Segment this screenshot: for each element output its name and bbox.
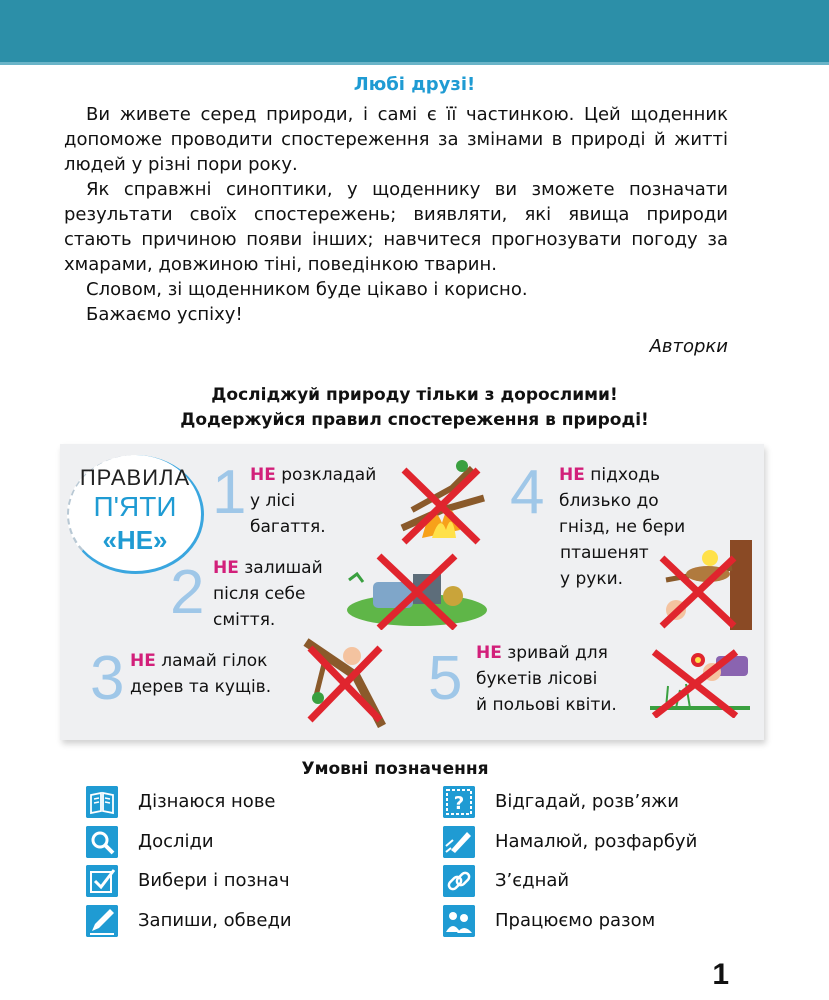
rule-line: багаття.	[250, 517, 326, 537]
rules-badge	[67, 455, 204, 574]
ne-label: НЕ	[213, 558, 239, 578]
rule-number: 1	[212, 458, 247, 527]
intro-paragraph: Ви живете серед природи, і самі є її частинкою. Цей щоденник допоможе проводити спостереження за змінами в природі й житті людей у різні пори року.	[64, 104, 728, 175]
magnifier-icon	[86, 826, 118, 858]
checkbox-icon	[86, 865, 118, 897]
intro-paragraph: Як справжні синоптики, у щоденнику ви зможете позначати результати своїх спостережень; виявляти, які явища природи стають причиною появи інших; навчитеся прогнозувати погоду за хмарами, довжиною тіні, поведінкою тварин.	[64, 179, 728, 275]
ne-label: НЕ	[130, 651, 156, 671]
rule-text	[476, 640, 617, 718]
rule-line: ламай гілок	[155, 651, 268, 671]
rule-text	[130, 648, 271, 700]
safety-warning	[0, 383, 829, 433]
rule-line: у лісі	[250, 491, 296, 511]
badge-line: П'ЯТИ	[93, 491, 177, 522]
legend-label: Дізнаюся нове	[138, 791, 276, 812]
campfire-illustration	[392, 458, 490, 550]
brush-icon	[443, 826, 475, 858]
legend-label: З’єднай	[495, 870, 570, 891]
rule-line: дерев та кущів.	[130, 677, 272, 697]
litter-illustration	[343, 552, 491, 630]
nest-illustration	[656, 540, 756, 630]
rule-number: 3	[90, 644, 125, 713]
rule-line: пташенят	[560, 543, 649, 563]
warning-line: Досліджуй природу тільки з дорослими!	[211, 385, 618, 405]
warning-line: Додержуйся правил спостереження в природі!	[180, 410, 649, 430]
branch-illustration	[296, 636, 392, 728]
rule-number: 5	[428, 644, 463, 713]
authors-signature: Авторки	[649, 336, 728, 357]
rule-line: сміття.	[213, 610, 276, 630]
rule-number: 4	[510, 458, 545, 527]
svg-text:?: ?	[453, 793, 465, 814]
badge-line: «НЕ»	[102, 525, 168, 555]
question-icon	[443, 786, 475, 818]
rule-line: підходь	[584, 465, 661, 485]
flowers-illustration	[646, 646, 754, 718]
page-number: 1	[712, 958, 729, 991]
badge-line: ПРАВИЛА	[79, 465, 191, 490]
intro-text	[64, 102, 728, 327]
rule-line: зривай для	[501, 643, 608, 663]
legend-label: Вибери і познач	[138, 870, 290, 891]
rule-line: у руки.	[560, 569, 624, 589]
legend-label: Відгадай, розв’яжи	[495, 791, 679, 812]
rule-line: після себе	[213, 584, 306, 604]
ne-label: НЕ	[476, 643, 502, 663]
rule-text	[250, 462, 376, 540]
book-icon	[86, 786, 118, 818]
rule-line: близько до	[559, 491, 659, 511]
intro-paragraph: Бажаємо успіху!	[86, 304, 243, 325]
legend-label: Досліди	[138, 831, 214, 852]
greeting-title: Любі друзі!	[353, 74, 476, 95]
legend-label: Запиши, обведи	[138, 910, 292, 931]
rule-line: букетів лісові	[476, 669, 598, 689]
ne-label: НЕ	[250, 465, 276, 485]
pen-icon	[86, 905, 118, 937]
rule-line: гнізд, не бери	[559, 517, 686, 537]
rule-line: розкладай	[275, 465, 377, 485]
legend-label: Намалюй, розфарбуй	[495, 831, 698, 852]
header-bar	[0, 0, 829, 65]
ne-label: НЕ	[559, 465, 585, 485]
legend-title: Умовні позначення	[301, 759, 489, 779]
rule-line: залишай	[238, 558, 323, 578]
intro-paragraph: Словом, зі щоденником буде цікаво і корисно.	[86, 279, 528, 300]
rule-line: й польові квіти.	[476, 695, 617, 715]
rule-text	[213, 555, 323, 633]
rule-number: 2	[170, 558, 205, 627]
link-icon	[443, 865, 475, 897]
legend-label: Працюємо разом	[495, 910, 656, 931]
group-icon	[443, 905, 475, 937]
